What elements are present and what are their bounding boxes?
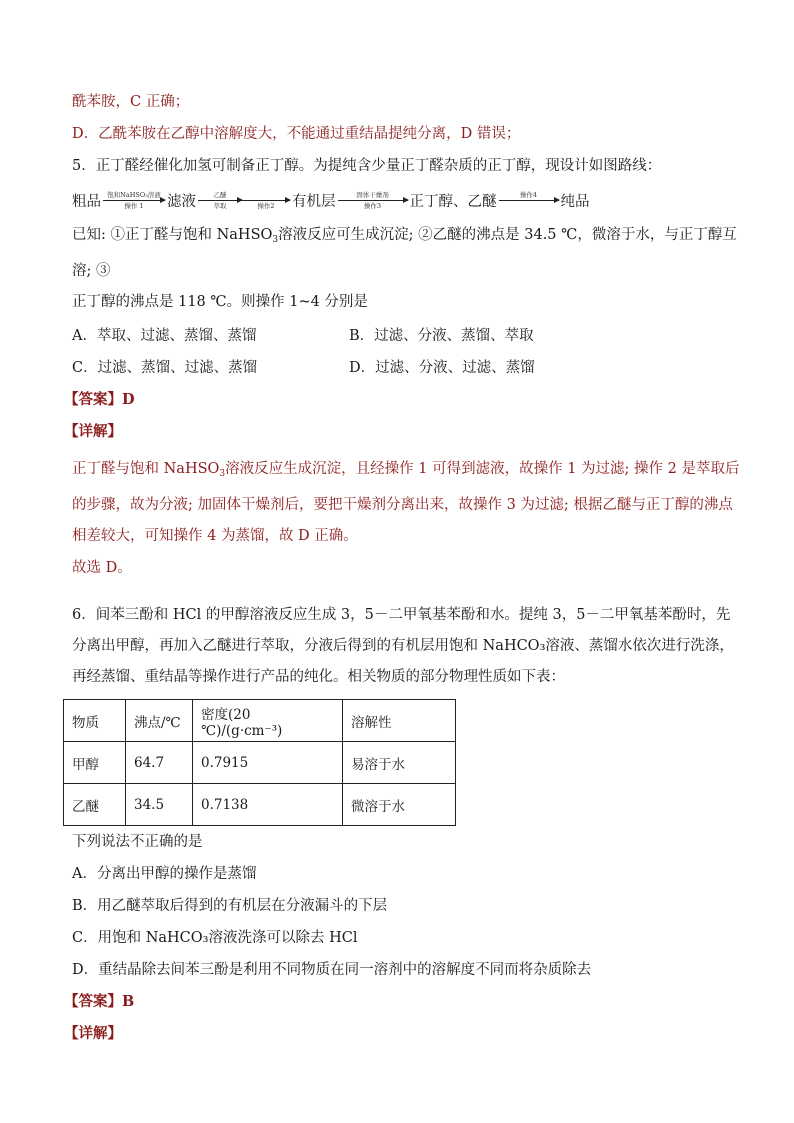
table-cell: 64.7: [126, 742, 193, 784]
table-cell: 甲醇: [64, 742, 126, 784]
table-header-cell: 溶解性: [343, 700, 456, 742]
question-5-detail: 正丁醛与饱和 NaHSO$_3$溶液反应生成沉淀，且经操作 1 可得到滤液，故操作 1 为过滤; 操作 2 是萃取后的步骤，故为分液; 加固体干燥剂后，要把干燥剂分离出来，故操作 3 为过滤; 根据乙醚与正丁醇的沸点相差较大，可知操作 4 为蒸馏，故 D 正确。: [72, 461, 740, 544]
table-header-cell: 沸点/℃: [126, 700, 193, 742]
document-page: [64, 92, 742, 1056]
route-arrow: 操作2: [242, 188, 290, 212]
reaction-route: [72, 188, 742, 212]
route-node: 正丁醇、乙醚: [409, 193, 497, 210]
option-b: B．过滤、分液、蒸馏、萃取: [349, 328, 534, 344]
detail-label: 【详解】: [64, 1025, 122, 1042]
text-line: D．乙酰苯胺在乙醇中溶解度大，不能通过重结晶提纯分离，D 错误；: [72, 126, 521, 142]
option-d: D．过滤、分液、过滤、蒸馏: [349, 360, 535, 376]
answer-label: 【答案】D: [64, 391, 135, 408]
route-node: 有机层: [292, 193, 336, 210]
option-a: A．分离出甲醇的操作是蒸馏: [72, 866, 257, 882]
route-node: 纯品: [560, 193, 590, 210]
table-header-row: [64, 700, 456, 742]
table-cell: 0.7915: [193, 742, 343, 784]
table-cell: 0.7138: [193, 784, 343, 826]
table-cell: 34.5: [126, 784, 193, 826]
option-c: C．过滤、蒸馏、过滤、蒸馏: [72, 360, 258, 376]
text-line: 酰苯胺，C 正确；: [72, 94, 190, 110]
table-header-cell: 物质: [64, 700, 126, 742]
option-c: C．用饱和 NaHCO₃溶液洗涤可以除去 HCl: [72, 930, 358, 946]
table-header-cell: 密度(20 ℃)/(g·cm⁻³): [193, 700, 343, 742]
choose-line: 故选 D。: [72, 560, 132, 576]
question-6-prompt: 下列说法不正确的是: [72, 834, 203, 850]
table-row: [64, 784, 456, 826]
question-5-known: 已知: ①正丁醛与饱和 NaHSO$_3$溶液反应可生成沉淀; ②乙醚的沸点是 34.5 ℃，微溶于水，与正丁醇互溶; ③ 正丁醇的沸点是 118 ℃。则操作 1~4 分别是: [72, 227, 737, 310]
detail-label: 【详解】: [64, 423, 122, 440]
question-5-stem: 5．正丁醛经催化加氢可制备正丁醇。为提纯含少量正丁醛杂质的正丁醇，现设计如图路线：: [72, 158, 662, 174]
option-d: D．重结晶除去间苯三酚是利用不同物质在同一溶剂中的溶解度不同而将杂质除去: [72, 962, 592, 978]
route-arrow: 操作4: [499, 188, 559, 212]
option-a: A．萃取、过滤、蒸馏、蒸馏: [72, 328, 257, 344]
table-cell: 乙醚: [64, 784, 126, 826]
route-arrow: 乙醚 萃取: [198, 188, 242, 212]
option-b: B．用乙醚萃取后得到的有机层在分液漏斗的下层: [72, 898, 388, 914]
properties-table: [63, 699, 456, 826]
route-node: 滤液: [167, 193, 196, 210]
route-arrow: 固体干燥剂 操作3: [338, 188, 408, 212]
question-6-stem: 6．间苯三酚和 HCl 的甲醇溶液反应生成 3，5－二甲氧基苯酚和水。提纯 3，5－二甲氧基苯酚时，先分离出甲醇，再加入乙醚进行萃取，分液后得到的有机层用饱和 NaHCO₃溶液、蒸馏水依次进行洗涤，再经蒸馏、重结晶等操作进行产品的纯化。相关物质的部分物理性质如下表：: [72, 607, 734, 685]
question-5-options: [72, 326, 742, 378]
table-cell: 易溶于水: [343, 742, 456, 784]
table-cell: 微溶于水: [343, 784, 456, 826]
route-arrow: 饱和NaHSO₃溶液 操作 1: [103, 188, 165, 212]
route-node: 粗品: [72, 193, 101, 210]
answer-label: 【答案】B: [64, 993, 135, 1010]
table-row: [64, 742, 456, 784]
